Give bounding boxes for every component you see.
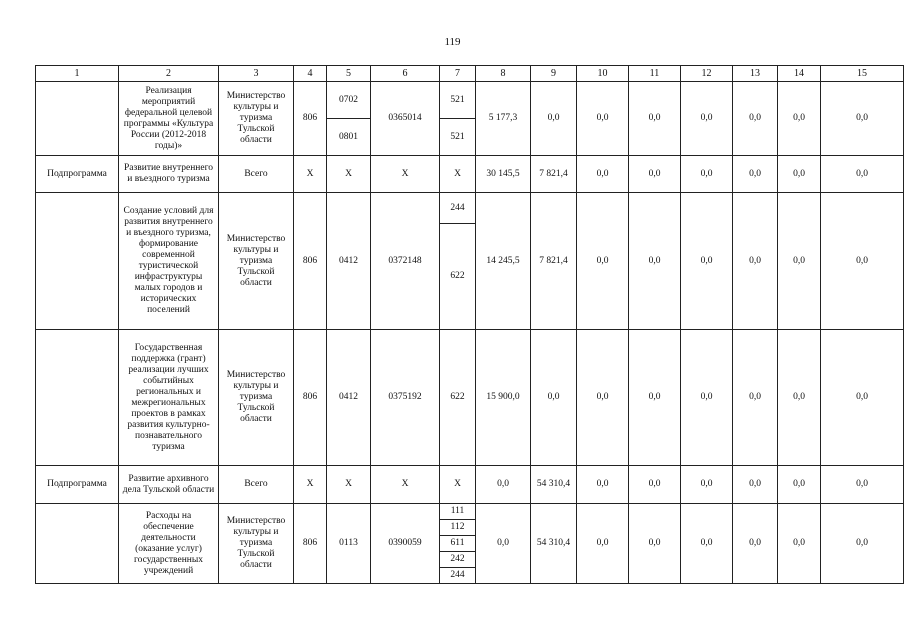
executor-cell: Всего xyxy=(219,466,294,504)
vr-cell: 622 xyxy=(440,330,476,466)
grbs-cell: X xyxy=(294,466,327,504)
rzpr-cell: X xyxy=(327,466,371,504)
header-cell: 14 xyxy=(778,66,821,82)
value-cell: 0,0 xyxy=(778,156,821,193)
value-cell: 0,0 xyxy=(476,504,531,584)
name-cell: Развитие внутреннего и въездного туризма xyxy=(119,156,219,193)
value-cell: 15 900,0 xyxy=(476,330,531,466)
table-row xyxy=(36,330,904,466)
header-cell: 9 xyxy=(531,66,577,82)
table-row xyxy=(36,504,904,520)
rzpr-cell: 0702 xyxy=(327,82,371,119)
value-cell: 0,0 xyxy=(629,504,681,584)
value-cell: 0,0 xyxy=(476,466,531,504)
value-cell: 0,0 xyxy=(629,330,681,466)
name-cell: Расходы на обеспечение деятельности (оказание услуг) государственных учреждений xyxy=(119,504,219,584)
value-cell: 0,0 xyxy=(629,466,681,504)
name-cell: Реализация мероприятий федеральной целевой программы «Культура России (2012-2018 годы)» xyxy=(119,82,219,156)
executor-cell: Министерство культуры и туризма Тульской области xyxy=(219,504,294,584)
value-cell: 0,0 xyxy=(821,193,904,330)
type-cell xyxy=(36,82,119,156)
header-cell: 4 xyxy=(294,66,327,82)
value-cell: 0,0 xyxy=(821,156,904,193)
value-cell: 0,0 xyxy=(733,330,778,466)
value-cell: 0,0 xyxy=(577,156,629,193)
header-cell: 5 xyxy=(327,66,371,82)
value-cell: 0,0 xyxy=(577,193,629,330)
executor-cell: Министерство культуры и туризма Тульской области xyxy=(219,193,294,330)
csr-cell: 0372148 xyxy=(371,193,440,330)
table-row xyxy=(36,82,904,119)
value-cell: 0,0 xyxy=(681,504,733,584)
executor-cell: Всего xyxy=(219,156,294,193)
value-cell: 0,0 xyxy=(821,330,904,466)
rzpr-cell: 0113 xyxy=(327,504,371,584)
table-row xyxy=(36,156,904,193)
value-cell: 0,0 xyxy=(577,504,629,584)
header-cell: 1 xyxy=(36,66,119,82)
value-cell: 0,0 xyxy=(733,466,778,504)
value-cell: 0,0 xyxy=(629,193,681,330)
header-cell: 8 xyxy=(476,66,531,82)
rzpr-cell: 0801 xyxy=(327,119,371,156)
value-cell: 0,0 xyxy=(733,193,778,330)
vr-cell: 242 xyxy=(440,552,476,568)
value-cell: 0,0 xyxy=(629,82,681,156)
value-cell: 0,0 xyxy=(629,156,681,193)
value-cell: 0,0 xyxy=(821,82,904,156)
grbs-cell: 806 xyxy=(294,82,327,156)
table-row xyxy=(36,466,904,504)
value-cell: 0,0 xyxy=(778,504,821,584)
budget-table xyxy=(35,65,904,584)
page-number: 119 xyxy=(444,36,461,48)
vr-cell: X xyxy=(440,466,476,504)
grbs-cell: X xyxy=(294,156,327,193)
executor-cell: Министерство культуры и туризма Тульской области xyxy=(219,82,294,156)
csr-cell: 0365014 xyxy=(371,82,440,156)
value-cell: 0,0 xyxy=(778,330,821,466)
value-cell: 0,0 xyxy=(821,466,904,504)
value-cell: 0,0 xyxy=(681,193,733,330)
header-row xyxy=(36,66,904,82)
value-cell: 0,0 xyxy=(821,504,904,584)
value-cell: 54 310,4 xyxy=(531,504,577,584)
csr-cell: 0375192 xyxy=(371,330,440,466)
rzpr-cell: 0412 xyxy=(327,193,371,330)
csr-cell: 0390059 xyxy=(371,504,440,584)
name-cell: Государственная поддержка (грант) реализации лучших событийных региональных и межрегиональных проектов в рамках развития культурно-познавательного туризма xyxy=(119,330,219,466)
value-cell: 7 821,4 xyxy=(531,156,577,193)
value-cell: 0,0 xyxy=(733,504,778,584)
grbs-cell: 806 xyxy=(294,504,327,584)
header-cell: 11 xyxy=(629,66,681,82)
value-cell: 7 821,4 xyxy=(531,193,577,330)
executor-cell: Министерство культуры и туризма Тульской области xyxy=(219,330,294,466)
value-cell: 14 245,5 xyxy=(476,193,531,330)
type-cell: Подпрограмма xyxy=(36,156,119,193)
rzpr-cell: 0412 xyxy=(327,330,371,466)
vr-cell: 112 xyxy=(440,520,476,536)
value-cell: 0,0 xyxy=(681,156,733,193)
name-cell: Развитие архивного дела Тульской области xyxy=(119,466,219,504)
value-cell: 0,0 xyxy=(531,330,577,466)
value-cell: 0,0 xyxy=(778,466,821,504)
type-cell xyxy=(36,193,119,330)
value-cell: 0,0 xyxy=(778,193,821,330)
vr-cell: 521 xyxy=(440,119,476,156)
value-cell: 0,0 xyxy=(577,330,629,466)
table-row xyxy=(36,193,904,224)
value-cell: 0,0 xyxy=(577,82,629,156)
value-cell: 0,0 xyxy=(681,82,733,156)
value-cell: 0,0 xyxy=(733,156,778,193)
value-cell: 0,0 xyxy=(778,82,821,156)
value-cell: 0,0 xyxy=(681,330,733,466)
header-cell: 6 xyxy=(371,66,440,82)
value-cell: 5 177,3 xyxy=(476,82,531,156)
value-cell: 0,0 xyxy=(681,466,733,504)
vr-cell: 521 xyxy=(440,82,476,119)
header-cell: 3 xyxy=(219,66,294,82)
name-cell: Создание условий для развития внутреннего и въездного туризма, формирование современной туристической инфраструктуры малых городов и исторических поселений xyxy=(119,193,219,330)
vr-cell: X xyxy=(440,156,476,193)
csr-cell: X xyxy=(371,466,440,504)
vr-cell: 244 xyxy=(440,568,476,584)
value-cell: 30 145,5 xyxy=(476,156,531,193)
vr-cell: 244 xyxy=(440,193,476,224)
grbs-cell: 806 xyxy=(294,193,327,330)
header-cell: 2 xyxy=(119,66,219,82)
type-cell: Подпрограмма xyxy=(36,466,119,504)
vr-cell: 622 xyxy=(440,224,476,330)
value-cell: 0,0 xyxy=(733,82,778,156)
vr-cell: 611 xyxy=(440,536,476,552)
value-cell: 0,0 xyxy=(531,82,577,156)
type-cell xyxy=(36,330,119,466)
header-cell: 13 xyxy=(733,66,778,82)
rzpr-cell: X xyxy=(327,156,371,193)
grbs-cell: 806 xyxy=(294,330,327,466)
header-cell: 10 xyxy=(577,66,629,82)
header-cell: 12 xyxy=(681,66,733,82)
vr-cell: 111 xyxy=(440,504,476,520)
type-cell xyxy=(36,504,119,584)
header-cell: 7 xyxy=(440,66,476,82)
header-cell: 15 xyxy=(821,66,904,82)
value-cell: 0,0 xyxy=(577,466,629,504)
value-cell: 54 310,4 xyxy=(531,466,577,504)
csr-cell: X xyxy=(371,156,440,193)
